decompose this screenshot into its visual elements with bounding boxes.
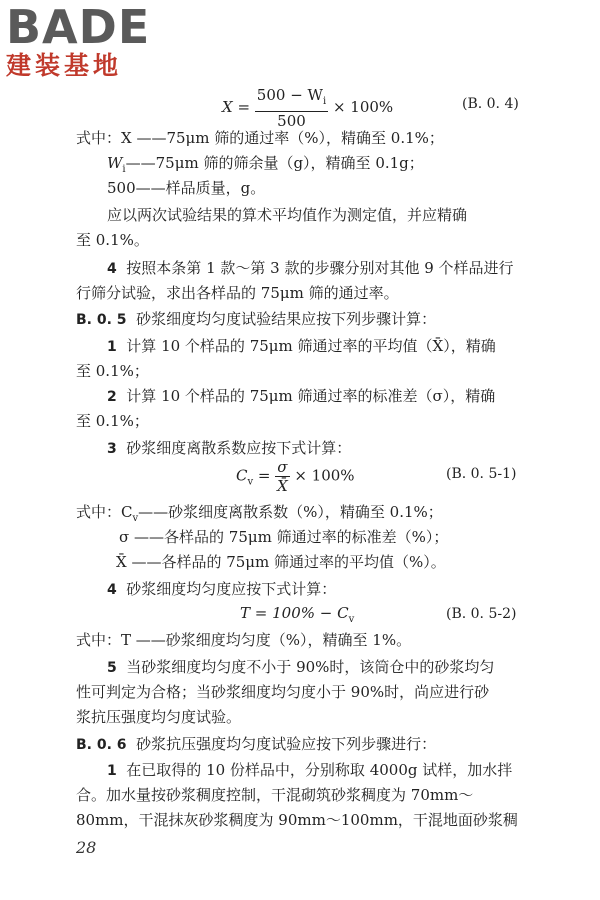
fraction-denominator: X̄: [277, 477, 288, 495]
fraction-denominator: 500: [277, 112, 306, 130]
clause-title: 砂浆抗压强度均匀度试验应按下列步骤进行：: [136, 735, 437, 753]
where-xbar: X̄ ——各样品的 75μm 筛通过率的平均值（%）。: [116, 553, 446, 571]
where-sigma: σ ——各样品的 75μm 筛通过率的标准差（%）；: [119, 528, 449, 546]
logo-subtitle: 建装基地: [6, 51, 123, 80]
b06-item-1-cont: 80mm，干混抹灰砂浆稠度为 90mm～100mm，干混地面砂浆稠: [76, 811, 518, 829]
equation-fraction: [275, 458, 289, 495]
item-text: 在已取得的 10 份样品中，分别称取 4000g 试样，加水拌: [126, 761, 513, 779]
item-number: 5: [107, 660, 117, 676]
item-number: 4: [107, 261, 117, 277]
equation-lhs: X =: [222, 98, 251, 116]
numerator-sub: i: [322, 96, 327, 107]
b05-item-1: [107, 336, 496, 357]
b05-item-5: [107, 657, 494, 678]
cv-sub: v: [247, 476, 254, 488]
item-4-line: [107, 258, 514, 279]
item-text: 砂浆细度离散系数应按下式计算：: [126, 439, 352, 457]
item-text: 按照本条第 1 款～第 3 款的步骤分别对其他 9 个样品进行: [126, 259, 514, 277]
equation-number-b05-1: (B. 0. 5-1): [446, 466, 517, 482]
item-text: 计算 10 个样品的 75μm 筛通过率的标准差（σ），精确: [126, 387, 496, 405]
b05-item-2: [107, 386, 495, 407]
equation-sub: v: [348, 614, 355, 625]
clause-b06-heading: [76, 734, 436, 755]
clause-title: 砂浆细度均匀度试验结果应按下列步骤计算：: [136, 310, 437, 328]
where-cv: 式中：$C_v——$砂浆细度离散系数（%），精确至 0.1%；: [76, 503, 443, 524]
equation-rhs: × 100%: [332, 98, 394, 116]
cv-symbol: C: [236, 466, 248, 485]
item-number: 4: [107, 582, 117, 598]
item-text: 当砂浆细度均匀度不小于 90%时，该筒仓中的砂浆均匀: [126, 658, 495, 676]
b05-item-2-cont: 至 0.1%；: [76, 412, 149, 430]
item-number: 1: [107, 763, 117, 779]
clause-b05-heading: [76, 309, 436, 330]
clause-number: B. 0. 6: [76, 737, 127, 753]
numerator-text: 500 − W: [256, 86, 323, 104]
where-wi-text: ——75μm 筛的筛余量（g），精确至 0.1g；: [125, 154, 424, 172]
b06-item-1: [107, 760, 512, 781]
where-line-wi: $W_i——75\mu m$ 筛的筛余量（g），精确至 0.1g；: [107, 154, 424, 175]
item-number: 1: [107, 339, 117, 355]
equation-rhs: × 100%: [294, 466, 355, 485]
fraction-numerator: [255, 86, 328, 112]
page-number: 28: [76, 838, 97, 857]
equation-b05-2: [240, 604, 354, 625]
where-cv-text: ——砂浆细度离散系数（%），精确至 0.1%；: [138, 503, 443, 521]
b05-item-5-cont: 浆抗压强度均匀度试验。: [76, 708, 242, 726]
equals-sign: =: [257, 466, 271, 485]
bade-logo: [6, 0, 176, 80]
where-t: 式中：T ——砂浆细度均匀度（%），精确至 1%。: [76, 631, 412, 649]
paragraph-line: 至 0.1%。: [76, 231, 149, 249]
item-number: 2: [107, 389, 117, 405]
where-line-500: 500——样品质量，g。: [107, 179, 266, 197]
symbol-w: W: [107, 154, 123, 172]
equation-text: T = 100% − C: [240, 604, 349, 622]
clause-number: B. 0. 5: [76, 312, 127, 328]
equation-b04: [222, 86, 393, 130]
item-text: 计算 10 个样品的 75μm 筛通过率的平均值（X̄），精确: [126, 337, 496, 355]
b06-item-1-cont: 合。加水量按砂浆稠度控制，干混砌筑砂浆稠度为 70mm～: [76, 786, 474, 804]
logo-brand: BADE: [6, 0, 151, 54]
equation-number-b04: (B. 0. 4): [462, 96, 519, 112]
b05-item-3: [107, 438, 351, 459]
item-4-line: 行筛分试验，求出各样品的 75μm 筛的通过率。: [76, 284, 399, 302]
item-text: 砂浆细度均匀度应按下式计算：: [126, 580, 337, 598]
b05-item-4: [107, 579, 336, 600]
equation-b05-1: [236, 458, 355, 495]
paragraph-line: 应以两次试验结果的算术平均值作为测定值，并应精确: [107, 206, 468, 224]
equation-fraction: [255, 86, 328, 130]
where-line-x: 式中：X ——75μm 筛的通过率（%），精确至 0.1%；: [76, 129, 444, 147]
item-number: 3: [107, 441, 117, 457]
b05-item-1-cont: 至 0.1%；: [76, 362, 149, 380]
where-cv-label: 式中：C: [76, 503, 133, 521]
fraction-numerator: σ: [277, 458, 288, 476]
b05-item-5-cont: 性可判定为合格；当砂浆细度均匀度小于 90%时，尚应进行砂: [76, 683, 490, 701]
equation-number-b05-2: (B. 0. 5-2): [446, 606, 517, 622]
